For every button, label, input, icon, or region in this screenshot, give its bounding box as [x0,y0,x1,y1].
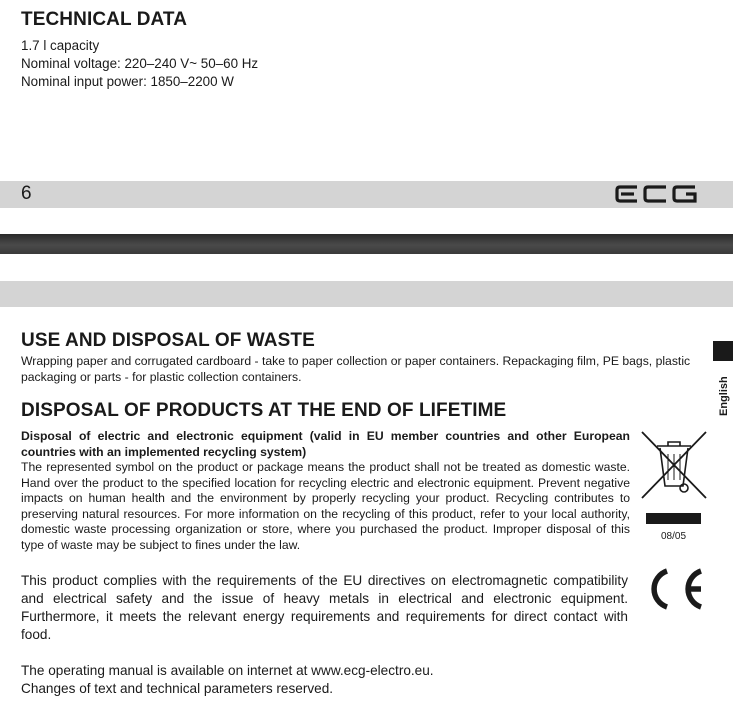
weee-body-text: The represented symbol on the product or package means the product shall not be treated as domestic waste. Hand over the product to the specified location for recycling electric and electronic equipment. Prevent negative impacts on human health and the environment by properly recycling your product. Recycling contributes to preserving natural resources. For more information on the recycling of this product, refer to your local authority, domestic waste processing organization or store, where you purchased the product. Improper disposal of this type of waste may be subject to fines under the law. [21,460,630,552]
language-tab-marker [713,341,733,361]
page-header-bar [0,281,733,307]
compliance-text: This product complies with the requirements of the EU directives on electromagnetic compatibility and electrical safety and the issue of heavy metals in electrical and electronic equipment. Furthermore, it meets the relevant energy requirements and requirements for direct contact with food. [21,573,628,642]
manual-availability-text: The operating manual is available on internet at www.ecg-electro.eu. [21,663,434,678]
page-separator-bar [0,234,733,254]
weee-date-code: 08/05 [660,531,687,542]
use-disposal-heading: USE AND DISPOSAL OF WASTE [21,330,315,351]
crossed-out-bin-icon [640,430,708,500]
changes-reserved-text: Changes of text and technical parameters reserved. [21,681,334,696]
power-text: Nominal input power: 1850–2200 W [21,74,234,89]
weee-black-bar [646,513,701,524]
ecg-logo [614,181,698,207]
ce-mark-icon [641,566,707,612]
page-number: 6 [21,183,32,204]
technical-data-heading: TECHNICAL DATA [21,9,188,30]
weee-title: Disposal of electric and electronic equipment (valid in EU member countries and other European countries with an implemented recycling system) [21,429,630,459]
voltage-text: Nominal voltage: 220–240 V~ 50–60 Hz [21,56,259,71]
end-of-life-heading: DISPOSAL OF PRODUCTS AT THE END OF LIFETIME [21,400,507,421]
use-disposal-text-line1: Wrapping paper and corrugated cardboard - take to paper collection or paper containers. Repackaging film, PE bags, plastic [21,354,691,368]
capacity-text: 1.7 l capacity [21,38,100,53]
use-disposal-text-line2: packaging or parts - for plastic collection containers. [21,370,302,384]
language-tab-label: English [718,376,730,416]
